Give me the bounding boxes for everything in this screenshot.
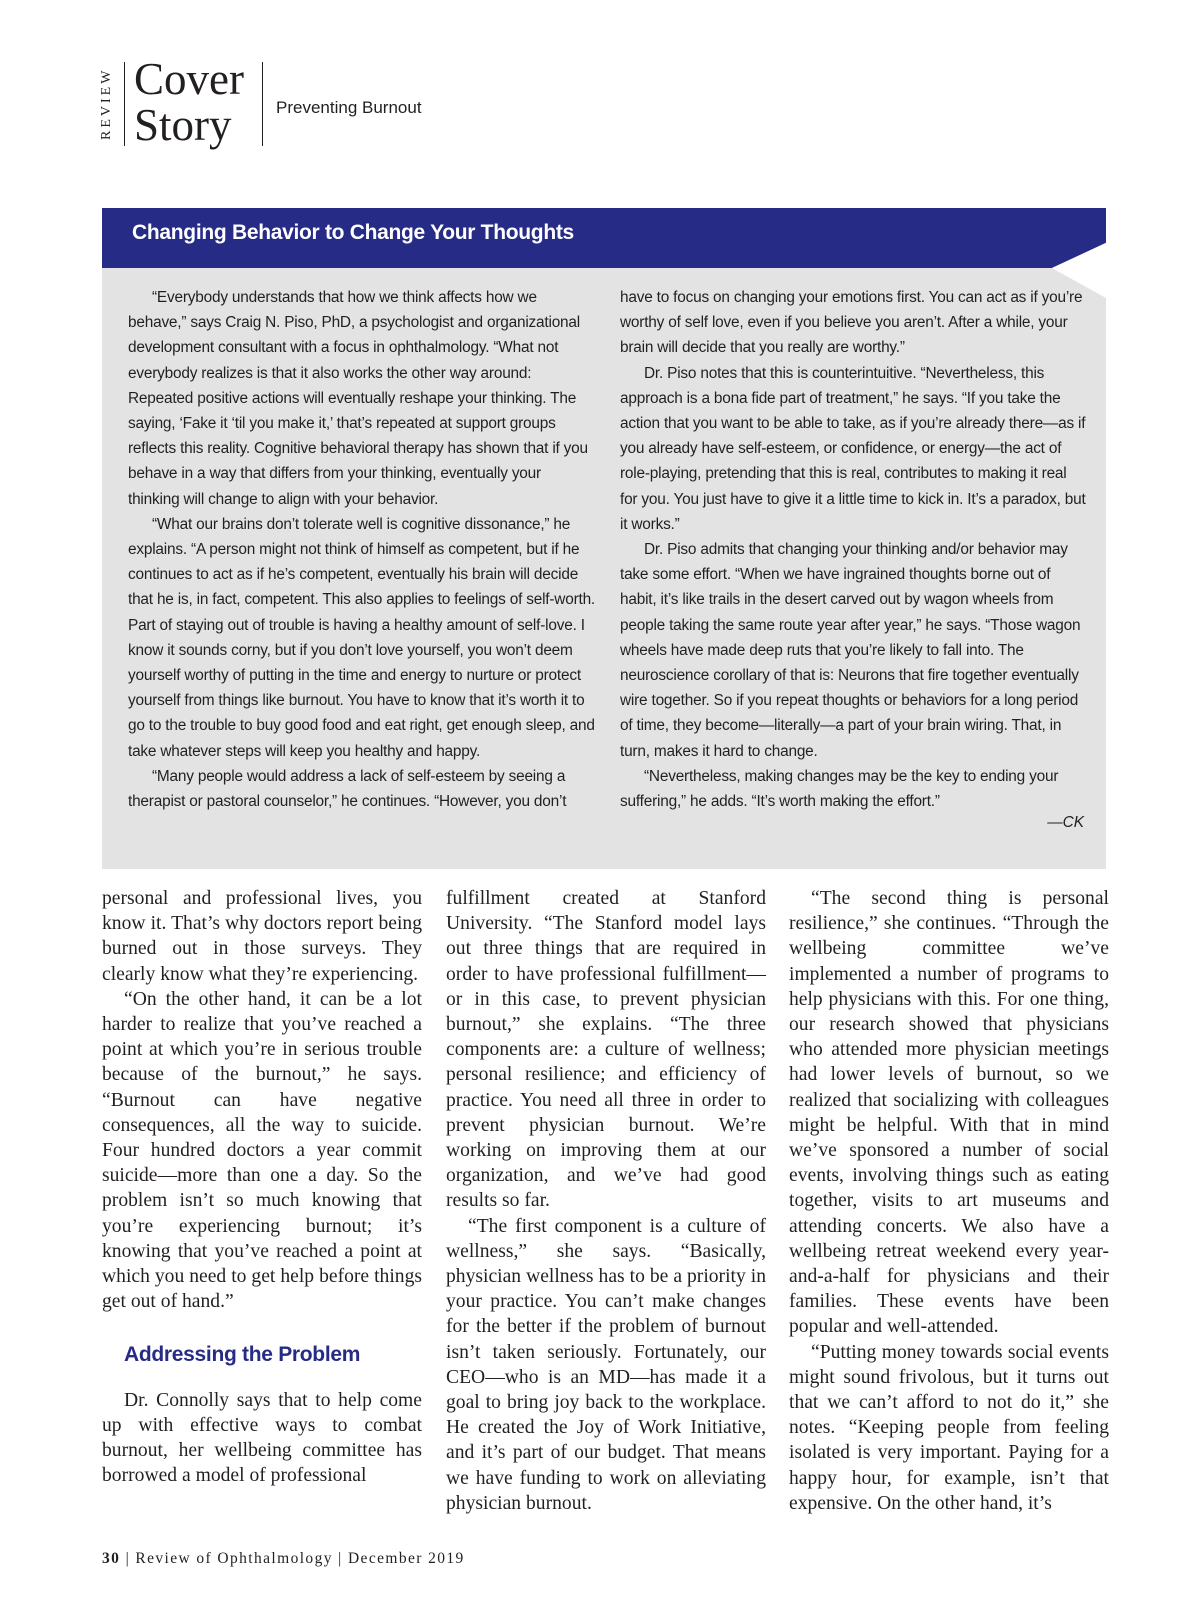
sidebar-right-column — [620, 285, 1086, 814]
body-paragraph: fulfillment created at Stanford University. “The Stanford model lays out three things that are required in order to have professional fulfillment—or in this case, to prevent physician burnout,” she explains. “The three components are: a culture of wellness; personal resilience; and efficiency of practice. You need all three in order to prevent physician burnout. We’re working on improving them at our organization, and we’ve had good results so far. — [446, 888, 766, 1212]
body-paragraph: “On the other hand, it can be a lot harder to realize that you’ve reached a point at which you’re in serious trouble because of the burnout,” he says. “Burnout can have negative consequences, all the way to suicide. Four hundred doctors a year commit suicide—more than one a day. So the problem isn’t so much knowing that you’re experiencing burnout; it’s knowing that you’ve reached a point at which you need to get help before things get out of hand.” — [102, 988, 422, 1313]
page-footer — [102, 1550, 465, 1568]
sidebar-title: Changing Behavior to Change Your Thoughts — [132, 221, 574, 244]
section-label-review: REVIEW — [99, 67, 114, 141]
footer-separator: | — [338, 1550, 348, 1567]
section-title — [134, 56, 264, 148]
footer-separator: | — [125, 1550, 136, 1567]
body-column-1 — [102, 886, 422, 1488]
section-title-line2: Story — [134, 100, 232, 150]
article-title: Preventing Burnout — [276, 98, 422, 117]
sidebar-signature: —CK — [1047, 814, 1084, 831]
header-divider — [262, 62, 263, 146]
sidebar-paragraph: “What our brains don’t tolerate well is cognitive dissonance,” he explains. “A person might not think of himself as competent, but if he continues to act as if he’s competent, eventually his brain will decide that he is, in fact, competent. This also applies to feelings of self-worth. Part of staying out of trouble is having a healthy amount of self-love. I know it sounds corny, but if you don’t love yourself, you won’t deem yourself worthy of putting in the time and energy to nurture or protect yourself from things like burnout. You have to know that it’s worth it to go to the trouble to buy good food and eat right, get enough sleep, and take whatever steps will keep you healthy and happy. — [128, 515, 596, 760]
section-title-line1: Cover — [134, 54, 244, 104]
body-paragraph: Dr. Connolly says that to help come up with effective ways to combat burnout, her wellbeing committee has borrowed a model of professional — [102, 1389, 422, 1487]
header-divider — [124, 62, 125, 146]
sidebar-left-column — [128, 285, 596, 814]
page-number: 30 — [102, 1550, 121, 1567]
sidebar-paragraph: Dr. Piso notes that this is counterintuitive. “Nevertheless, this approach is a bona fide part of treatment,” he says. “If you take the action that you want to be able to take, as if you’re already there—as if you already have self-esteem, or confidence, or energy—the act of role-playing, pretending that this is real, contributes to making it real for you. You just have to give it a little time to kick in. It’s a paradox, but it works.” — [620, 364, 1086, 533]
body-column-3 — [789, 886, 1109, 1516]
publication-name: Review of Ophthalmology — [135, 1550, 333, 1567]
sidebar-paragraph: Dr. Piso admits that changing your thinking and/or behavior may take some effort. “When we have ingrained thoughts borne out of habit, it’s like trails in the desert carved out by wagon wheels from people taking the same route year after year,” he says. “Those wagon wheels have made deep ruts that you’re likely to fall into. The neuroscience corollary of that is: Neurons that fire together eventually wire together. So if you repeat thoughts or behaviors for a long period of time, they become—literally—a part of your brain wiring. That, in turn, makes it hard to change. — [620, 541, 1081, 760]
sidebar-paragraph: “Nevertheless, making changes may be the key to ending your suffering,” he adds. “It’s worth making the effort.” — [620, 767, 1059, 811]
body-column-2 — [446, 886, 766, 1516]
body-paragraph: personal and professional lives, you know it. That’s why doctors report being burned out in those surveys. They clearly know what they’re experiencing. — [102, 888, 422, 985]
body-paragraph: “Putting money towards social events might sound frivolous, but it turns out that we can’t afford to not do it,” she notes. “Keeping people from feeling isolated is very important. Paying for a happy hour, for example, isn’t that expensive. On the other hand, it’s — [789, 1341, 1109, 1514]
sidebar-paragraph: have to focus on changing your emotions first. You can act as if you’re worthy of self love, even if you believe you aren’t. After a while, your brain will decide that you really are worthy.” — [620, 289, 1083, 357]
body-paragraph: “The second thing is personal resilience,” she continues. “Through the wellbeing committee we’ve implemented a number of programs to help physicians with this. For one thing, our research showed that physicians who attended more physician meetings had lower levels of burnout, so we realized that socializing with colleagues might be helpful. With that in mind we’ve sponsored a number of social events, involving things such as eating together, visits to art museums and attending concerts. We also have a wellbeing retreat weekend every year-and-a-half for physicians and their families. These events have been popular and well-attended. — [789, 888, 1109, 1338]
body-paragraph: “The first component is a culture of wellness,” she says. “Basically, physician wellness has to be a priority in your practice. You can’t make changes for the better if the problem of burnout isn’t taken seriously. Fortunately, our CEO—who is an MD—has made it a goal to bring joy back to the workplace. He created the Joy of Work Initiative, and it’s part of our budget. That means we have funding to work on alleviating physician burnout. — [446, 1215, 766, 1514]
sidebar-paragraph: “Everybody understands that how we think affects how we behave,” says Craig N. Piso, PhD, a psychologist and organizational development consultant with a focus in ophthalmology. “What not everybody realizes is that it also works the other way around: Repeated positive actions will eventually reshape your thinking. The saying, ‘Fake it ‘til you make it,’ that’s repeated at support groups reflects this reality. Cognitive behavioral therapy has shown that if you behave in a way that differs from your thinking, eventually your thinking will change to align with your behavior. — [128, 289, 588, 508]
sidebar-paragraph: “Many people would address a lack of self-esteem by seeing a therapist or pastoral counselor,” he continues. “However, you don’t — [128, 767, 567, 811]
subhead: Addressing the Problem — [124, 1343, 361, 1367]
issue-date: December 2019 — [347, 1550, 465, 1567]
